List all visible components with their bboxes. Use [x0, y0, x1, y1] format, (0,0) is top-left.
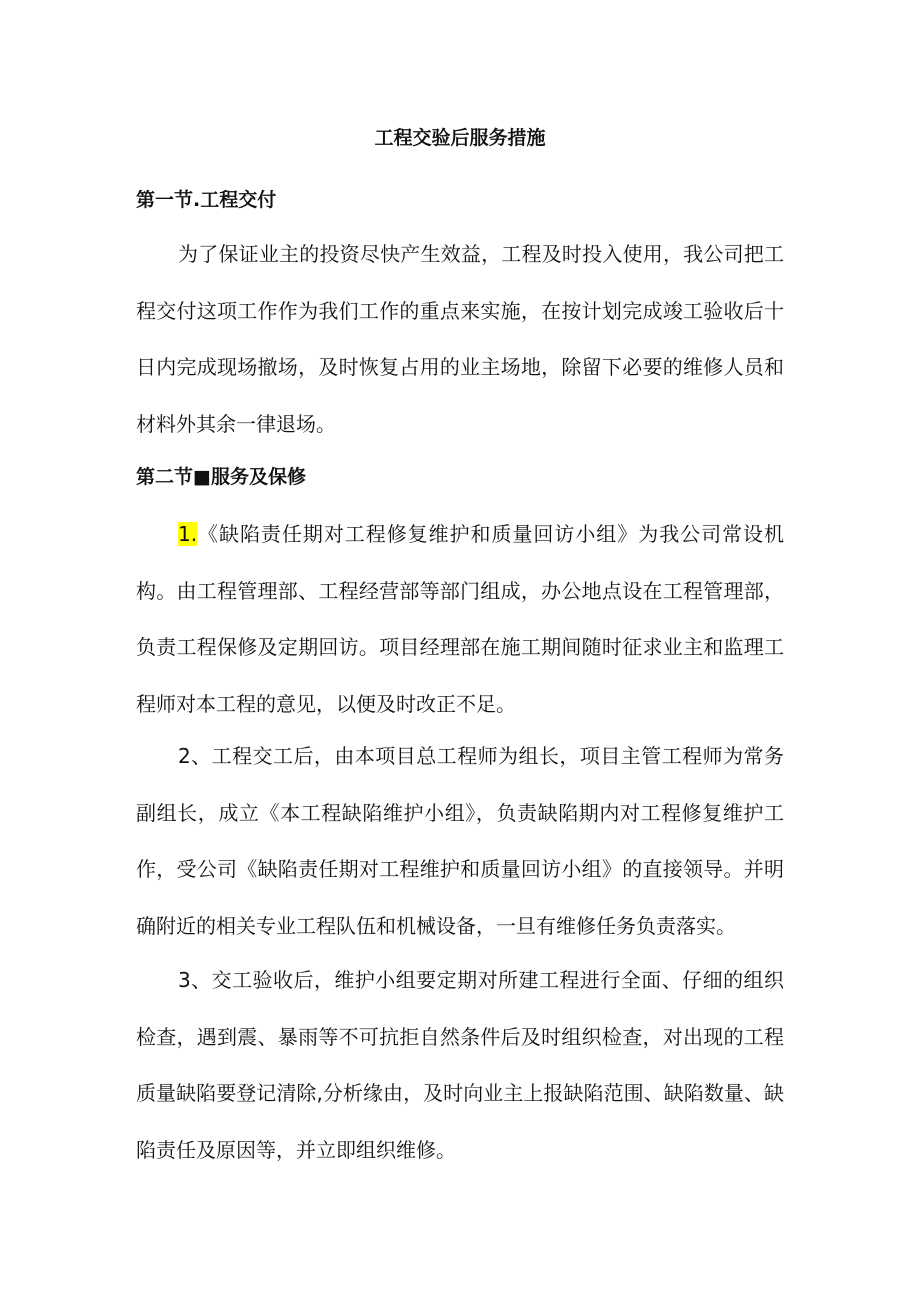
item-1-number-highlight: 1. [178, 522, 198, 546]
section-2-heading: 第二节■服务及保修 [136, 466, 306, 488]
section-1-heading: 第一节.工程交付 [136, 189, 277, 211]
section-1-paragraph: 为了保证业主的投资尽快产生效益，工程及时投入使用，我公司把工程交付这项工作作为我们工作的重点来实施，在按计划完成竣工验收后十日内完成现场撤场，及时恢复占用的业主场地，除留下必要的维修人员和材料外其余一律退场。 [136, 242, 784, 436]
item-1-text: 《缺陷责任期对工程修复维护和质量回访小组》为我公司常设机构。由工程管理部、工程经营部等部门组成，办公地点设在工程管理部，负责工程保修及定期回访。项目经理部在施工期间随时征求业主和监理工程师对本工程的意见，以便及时改正不足。 [136, 522, 784, 716]
document-title: 工程交验后服务措施 [374, 127, 546, 149]
service-item-2: 2、工程交工后，由本项目总工程师为组长，项目主管工程师为常务副组长，成立《本工程缺陷维护小组》，负责缺陷期内对工程修复维护工作，受公司《缺陷责任期对工程维护和质量回访小组》的直接领导。并明确附近的相关专业工程队伍和机械设备，一旦有维修任务负责落实。 [136, 744, 784, 938]
service-item-1 [136, 506, 784, 732]
service-item-3: 3、交工验收后，维护小组要定期对所建工程进行全面、仔细的组织检查，遇到震、暴雨等不可抗拒自然条件后及时组织检查，对出现的工程质量缺陷要登记清除,分析缘由，及时向业主上报缺陷范围、缺陷数量、缺陷责任及原因等，并立即组织维修。 [136, 968, 784, 1162]
